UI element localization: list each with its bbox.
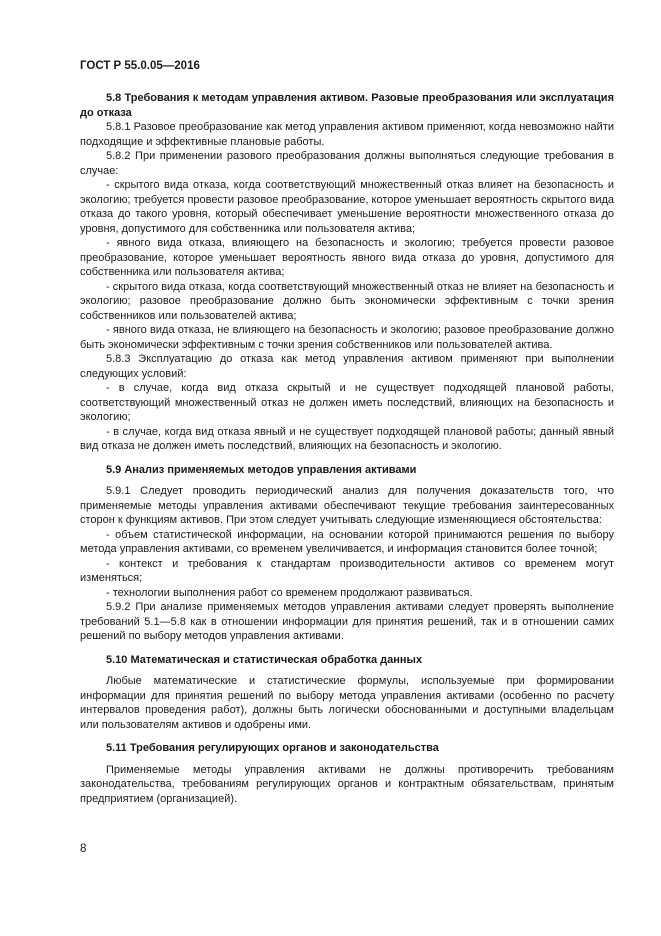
- section-5-8-heading: 5.8 Требования к методам управления активом. Разовые преобразования или эксплуатация до отказа: [80, 92, 614, 119]
- list-item: - скрытого вида отказа, когда соответствующий множественный отказ не влияет на безопасность и экологию; разовое преобразование должно быть экономически эффективным с точки зрения собственников или пользователей актива;: [80, 280, 614, 322]
- document-code: ГОСТ Р 55.0.05—2016: [80, 60, 200, 72]
- page-number: 8: [80, 843, 87, 855]
- document-body: [80, 91, 614, 806]
- list-item: - технологии выполнения работ со временем продолжают развиваться.: [106, 586, 473, 599]
- list-item: - явного вида отказа, влияющего на безопасность и экологию; требуется провести разовое преобразование, которое уменьшает вероятность явного вида отказа до уровня, допустимого для собственника или пользователя актива;: [80, 237, 614, 278]
- section-5-11-heading: 5.11 Требования регулирующих органов и законодательства: [106, 742, 439, 754]
- clause-5-9-2: 5.9.2 При анализе применяемых методов управления активами следует проверять выполнение требований 5.1—5.8 как в отношении информации для принятия решений, так и в отношении самих решений по выбору методов управления активами.: [80, 601, 614, 642]
- list-item: - скрытого вида отказа, когда соответствующий множественный отказ влияет на безопасность и экологию; требуется провести разовое преобразование, которое уменьшает вероятность скрытого вида отказа до такого уровня, который обеспечивает уменьшение вероятности множественного отказа до уровня, допустимого для собственника или пользователя актива;: [80, 179, 614, 235]
- clause-5-8-3: 5.8.3 Эксплуатацию до отказа как метод управления активом применяют при выполнении следующих условий:: [80, 353, 614, 380]
- section-5-10-heading: 5.10 Математическая и статистическая обработка данных: [106, 653, 423, 666]
- section-5-11-text: Применяемые методы управления активами не должны противоречить требованиям законодательства, требованиям регулирующих органов и контрактным обязательствам, принятым предприятием (организацией).: [80, 763, 614, 805]
- section-5-9-heading: 5.9 Анализ применяемых методов управления активами: [106, 463, 417, 476]
- clause-5-8-1: 5.8.1 Разовое преобразование как метод управления активом применяют, когда невозможно найти подходящие и эффективные плановые работы.: [80, 121, 614, 148]
- clause-5-8-2: 5.8.2 При применении разового преобразования должны выполняться следующие требования в случае:: [80, 150, 614, 177]
- list-item: - контекст и требования к стандартам производительности активов со временем могут изменяться;: [80, 557, 614, 584]
- clause-5-9-1: 5.9.1 Следует проводить периодический анализ для получения доказательств того, что применяемые методы управления активами обеспечивают текущие требования заинтересованных сторон к функциям активов. При этом следует учитывать следующие изменяющиеся обстоятельства:: [80, 485, 614, 526]
- list-item: - явного вида отказа, не влияющего на безопасность и экологию; разовое преобразование должно быть экономически эффективным с точки зрения собственников или пользователей актива.: [80, 324, 614, 351]
- list-item: - объем статистической информации, на основании которой принимаются решения по выбору метода управления активами, со временем увеличивается, и информация становится более точной;: [80, 528, 614, 555]
- section-5-10-text: Любые математические и статистические формулы, используемые при формировании информации для принятия решений по выбору метода управления активами (особенно по расчету интервалов проведения работ), должны быть логически обоснованными и доступными владельцам или пользователям активов и одобрены ими.: [80, 675, 614, 731]
- list-item: - в случае, когда вид отказа скрытый и не существует подходящей плановой работы, соответствующий множественный отказ не должен иметь последствий, влияющих на безопасность и экологию;: [80, 382, 614, 423]
- list-item: - в случае, когда вид отказа явный и не существует подходящей плановой работы; данный явный вид отказа не должен иметь последствий, влияющих на безопасность и экологию.: [80, 425, 614, 452]
